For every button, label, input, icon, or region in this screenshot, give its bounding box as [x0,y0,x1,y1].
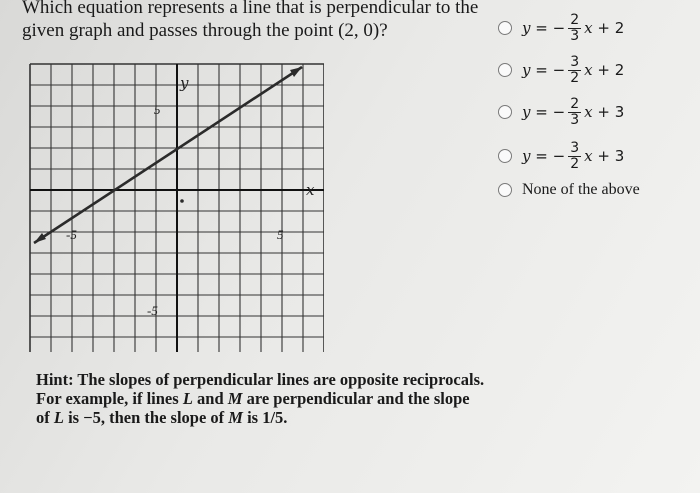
equals-sign: = [535,61,548,79]
hint-var-L: L [182,389,193,408]
y-variable: y [522,61,531,79]
question-text: Which equation represents a line that is perpendicular to the given graph and passes through the point (2, 0)? [22,0,479,41]
slope-fraction [568,141,581,172]
intercept: + 2 [597,61,625,79]
radio-button[interactable] [498,149,512,163]
tick-label-x-5: 5 [277,227,284,242]
y-axis-label: y [180,74,189,92]
radio-button[interactable] [498,183,512,197]
none-of-the-above-label: None of the above [522,181,640,198]
equation [522,97,624,128]
radio-button[interactable] [498,63,512,77]
hint-part: are perpendicular and the slope of [36,389,470,427]
tick-label-y-neg5: -5 [147,303,158,318]
minus-sign: − [552,19,566,37]
line-arrow-end [290,67,302,77]
intercept: + 3 [597,147,625,165]
hint-var-M: M [228,408,243,427]
choice-option-3[interactable] [498,92,624,132]
minus-sign: − [552,61,566,79]
hint-part: Hint: The slopes of perpendicular lines are opposite reciprocals. For example, if lines [36,370,485,408]
point-dot [180,199,184,203]
fraction-denominator: 2 [570,155,580,172]
graph-axes [30,64,324,352]
tick-label-x-neg5: -5 [66,227,77,242]
hint-var-L: L [53,408,64,427]
choice-option-1[interactable] [498,8,624,48]
minus-sign: − [552,103,566,121]
y-variable: y [522,147,531,165]
hint-part: is −5, then the slope of [63,408,229,427]
equals-sign: = [535,147,548,165]
hint-text [36,370,486,427]
equals-sign: = [535,19,548,37]
equation [522,141,624,172]
radio-button[interactable] [498,105,512,119]
x-variable: x [584,61,593,79]
intercept: + 2 [597,19,625,37]
choice-option-none[interactable] [498,170,640,210]
slope-fraction [568,55,581,86]
fraction-numerator: 2 [570,11,580,28]
hint-var-M: M [227,389,243,408]
fraction-denominator: 3 [570,27,580,44]
intercept: + 3 [597,103,625,121]
hint-part: is 1/5. [242,408,288,427]
fraction-denominator: 2 [570,69,580,86]
x-variable: x [584,103,593,121]
equation [522,13,624,44]
coordinate-graph [28,62,324,352]
equation [522,55,624,86]
line-arrow-start [34,233,46,243]
fraction-denominator: 3 [570,111,580,128]
hint-part: and [192,389,228,408]
x-variable: x [584,19,593,37]
fraction-numerator: 2 [570,95,580,112]
fraction-numerator: 3 [570,139,580,156]
y-variable: y [522,103,531,121]
y-variable: y [522,19,531,37]
x-axis-label: x [306,181,315,199]
fraction-numerator: 3 [570,53,580,70]
slope-fraction [568,13,581,44]
equals-sign: = [535,103,548,121]
x-variable: x [584,147,593,165]
radio-button[interactable] [498,21,512,35]
choice-option-2[interactable] [498,50,624,90]
tick-label-y-5: 5 [154,102,161,117]
slope-fraction [568,97,581,128]
minus-sign: − [552,147,566,165]
given-line [34,67,302,243]
